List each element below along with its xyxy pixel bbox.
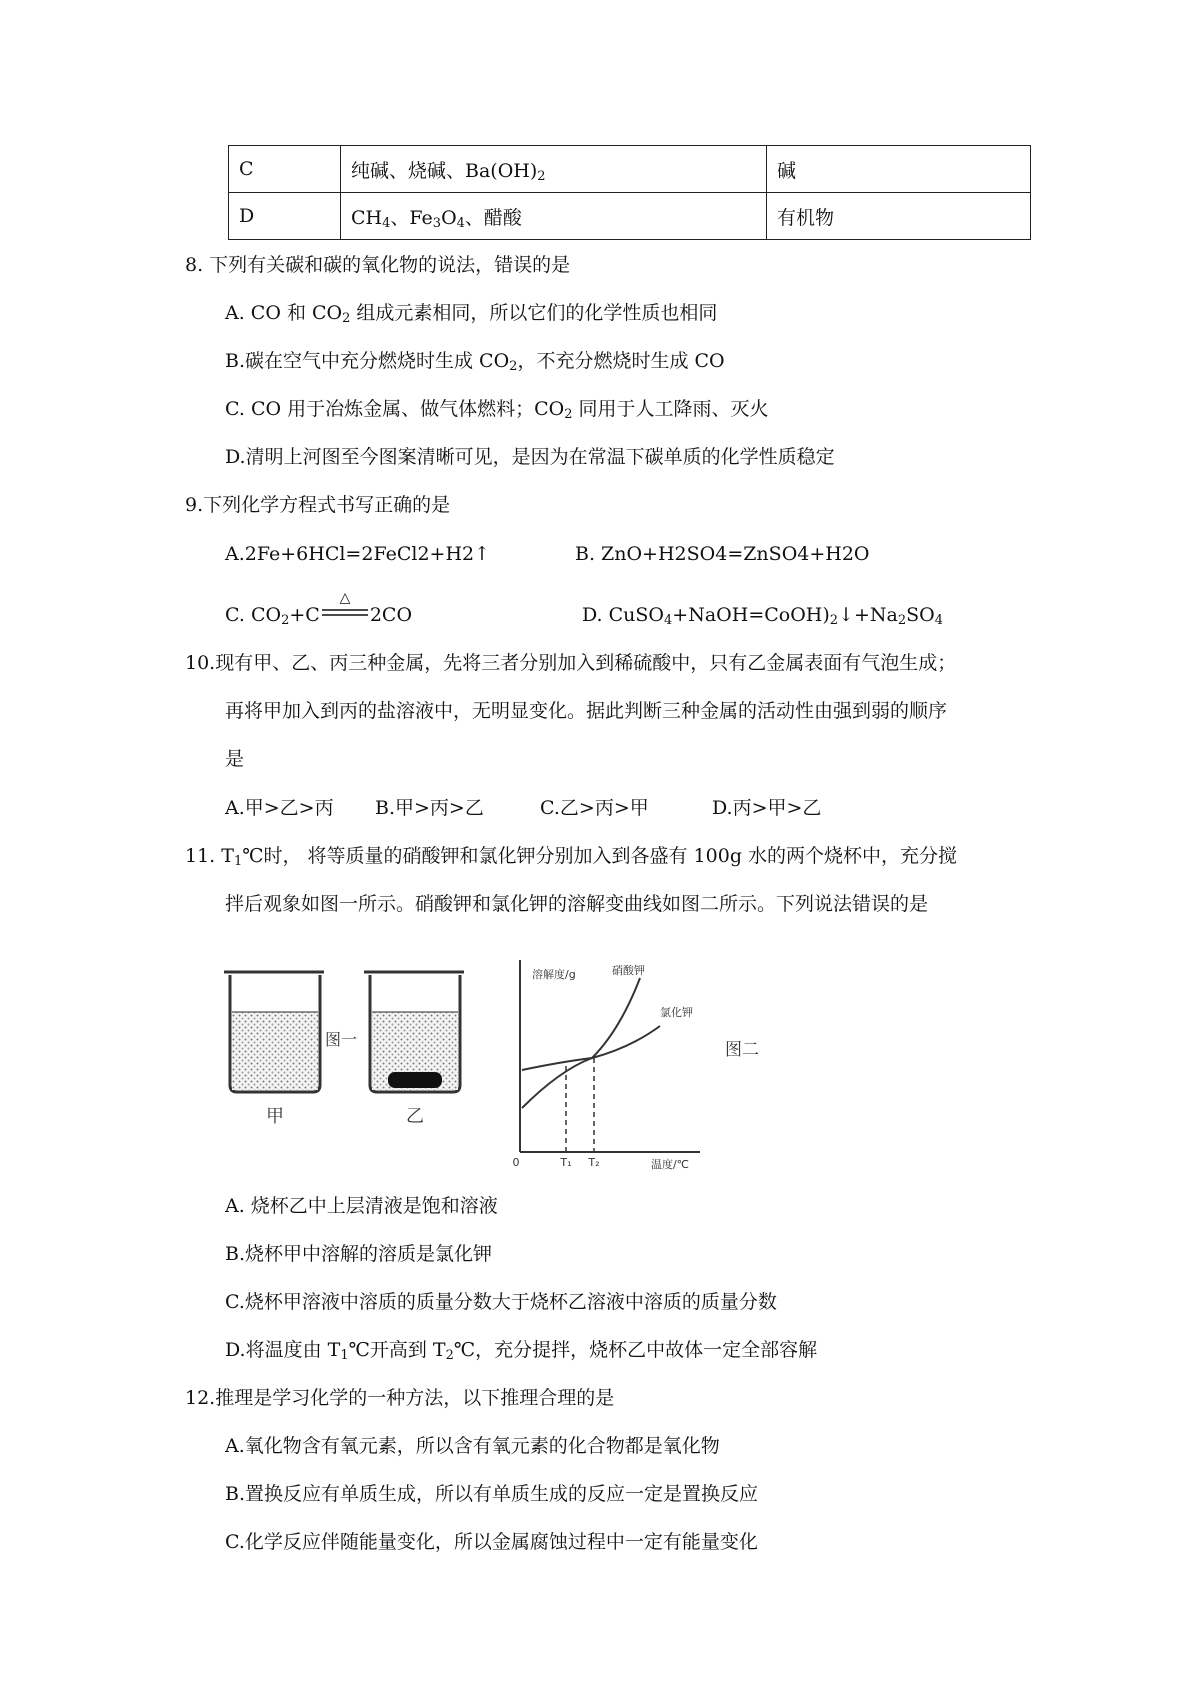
table-cell-option: C: [229, 146, 341, 193]
question-12-stem: 12.推理是学习化学的一种方法，以下推理合理的是: [185, 1387, 615, 1409]
kno3-curve-label: 硝酸钾: [612, 964, 645, 977]
question-11-line-2: 拌后观象如图一所示。硝酸钾和氯化钾的溶解变曲线如图二所示。下列说法错误的是: [225, 893, 929, 915]
question-10-line-2: 再将甲加入到丙的盐溶液中，无明显变化。据此判断三种金属的活动性由强到弱的顺序: [225, 700, 948, 722]
question-12-option-c: C.化学反应伴随能量变化，所以金属腐蚀过程中一定有能量变化: [225, 1531, 758, 1553]
t2-tick-label: T₂: [588, 1156, 600, 1169]
question-11-figure: [220, 960, 780, 1174]
table-row: [229, 146, 1031, 193]
question-10-option-a: A.甲>乙>丙: [225, 797, 334, 819]
beaker-yi: [364, 972, 464, 1092]
question-8-option-d: D.清明上河图至今图案清晰可见，是因为在常温下碳单质的化学性质稳定: [225, 446, 835, 468]
question-8-option-b: B.碳在空气中充分燃烧时生成 $CO_2$，不充分燃烧时生成 CO: [225, 350, 725, 374]
question-8-option-a: A. CO 和 $CO_2$ 组成元素相同，所以它们的化学性质也相同: [225, 302, 718, 326]
question-11-line-1: 11. $T_1℃$时， 将等质量的硝酸钾和氯化钾分别加入到各盛有 100g 水的两个烧杯中，充分搅: [185, 845, 958, 869]
table-cell-category: 有机物: [767, 193, 1031, 240]
table-row: [229, 193, 1031, 240]
table-cell-items: $CH_4$、$Fe_3O_4$、醋酸: [341, 193, 767, 240]
question-12-option-a: A.氧化物含有氧元素，所以含有氧元素的化合物都是氧化物: [225, 1435, 720, 1457]
question-12-option-b: B.置换反应有单质生成，所以有单质生成的反应一定是置换反应: [225, 1483, 759, 1505]
figure-1-label: 图一: [325, 1030, 358, 1049]
classification-table: [228, 145, 1031, 240]
question-10-option-c: C.乙>丙>甲: [540, 797, 649, 819]
temperature-axis-label: 温度/℃: [650, 1158, 690, 1170]
heat-triangle-icon: △: [339, 590, 351, 606]
question-10-option-d: D.丙>甲>乙: [712, 797, 822, 819]
reaction-condition-equals: [320, 590, 370, 626]
question-8-option-c: C. CO 用于冶炼金属、做气体燃料；$CO_2$ 同用于人工降雨、灭火: [225, 398, 769, 422]
table-cell-option: D: [229, 193, 341, 240]
origin-label: 0: [512, 1156, 520, 1169]
question-10-option-b: B.甲>丙>乙: [375, 797, 484, 819]
question-11-option-a: A. 烧杯乙中上层清液是饱和溶液: [225, 1195, 498, 1217]
question-9-option-c: C. $CO_2+C$ △ 2CO: [225, 590, 413, 628]
question-8-stem: 8. 下列有关碳和碳的氧化物的说法，错误的是: [185, 254, 571, 276]
question-11-option-b: B.烧杯甲中溶解的溶质是氯化钾: [225, 1243, 493, 1265]
question-9-option-d: D. $CuSO_4+NaOH=CoOH)_2↓+Na_2SO_4$: [582, 604, 944, 628]
table-cell-items: 纯碱、烧碱、$Ba(OH)_2$: [341, 146, 767, 193]
question-11-option-d: D.将温度由 $T_1℃$开高到 $T_2℃$，充分提拌，烧杯乙中故体一定全部容解: [225, 1339, 818, 1363]
beakers-and-solubility-figure: [220, 960, 780, 1170]
undissolved-solid: [388, 1072, 442, 1088]
question-9-stem: 9.下列化学方程式书写正确的是: [185, 494, 451, 516]
solubility-chart: [513, 960, 701, 1170]
table-cell-category: 碱: [767, 146, 1031, 193]
question-10-line-3: 是: [225, 748, 245, 770]
kcl-curve: [522, 1026, 660, 1070]
kno3-curve: [522, 978, 640, 1108]
beaker-jia-label: 甲: [266, 1106, 284, 1127]
kcl-curve-label: 氯化钾: [660, 1006, 693, 1019]
figure-2-label: 图二: [725, 1040, 759, 1060]
beaker-yi-label: 乙: [406, 1106, 424, 1127]
solubility-axis-label: 溶解度/g: [532, 968, 576, 981]
beaker-jia: [224, 972, 324, 1092]
question-9-option-b: B. ZnO+H2SO4=ZnSO4+H2O: [575, 543, 870, 565]
question-10-line-1: 10.现有甲、乙、丙三种金属，先将三者分别加入到稀硫酸中，只有乙金属表面有气泡生成；: [185, 652, 957, 674]
t1-tick-label: T₁: [560, 1156, 572, 1169]
question-9-option-a: A.2Fe+6HCl=2FeCl2+H2↑: [225, 543, 491, 565]
question-11-option-c: C.烧杯甲溶液中溶质的质量分数大于烧杯乙溶液中溶质的质量分数: [225, 1291, 777, 1313]
